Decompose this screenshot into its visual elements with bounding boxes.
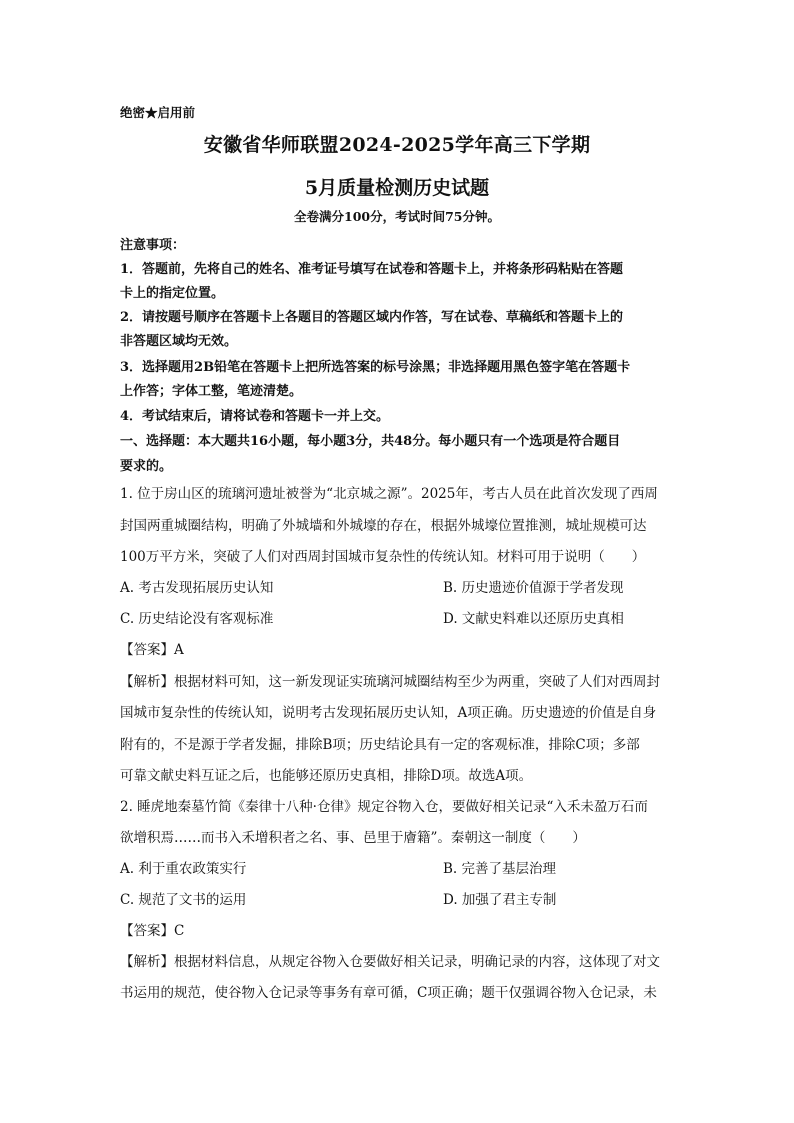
q1-analysis-line: 附有的，不是源于学者发掘，排除B项；历史结论具有一定的客观标准，排除C项；多部 (120, 737, 640, 753)
q1-option-c: C. 历史结论没有客观标准 (120, 611, 274, 627)
notes-line: 非答题区域均无效。 (120, 334, 238, 349)
notes-line: 卡上的指定位置。 (120, 286, 225, 301)
q1-option-d: D. 文献史料难以还原历史真相 (443, 611, 624, 627)
notes-line: 1．答题前，先将自己的姓名、准考证号填写在试卷和答题卡上，并将条形码粘贴在答题 (120, 262, 624, 277)
q2-analysis-line: 【解析】根据材料信息，从规定谷物入仓要做好相关记录，明确记录的内容，这体现了对文 (120, 954, 660, 970)
q1-stem-line: 封国两重城圈结构，明确了外城墙和外城壕的存在，根据外城壕位置推测，城址规模可达 (120, 518, 647, 534)
q2-stem-line: 2. 睡虎地秦墓竹简《秦律十八种·仓律》规定谷物入仓，要做好相关记录“入禾未盈万石而 (120, 799, 648, 815)
notes-line: 2．请按题号顺序在答题卡上各题目的答题区域内作答，写在试卷、草稿纸和答题卡上的 (120, 310, 624, 325)
q1-stem-line: 100万平方米，突破了人们对西周封国城市复杂性的传统认知。材料可用于说明（ ） (120, 549, 646, 565)
q2-option-a: A. 利于重农政策实行 (120, 861, 247, 877)
notes-line: 3．选择题用2B铅笔在答题卡上把所选答案的标号涂黑；非选择题用黑色签字笔在答题卡 (120, 360, 631, 375)
q2-answer: 【答案】C (120, 923, 185, 939)
exam-title-line1: 安徽省华师联盟2024-2025学年高三下学期 (203, 134, 591, 156)
q1-answer: 【答案】A (120, 642, 184, 658)
notes-heading: 注意事项： (120, 238, 186, 253)
q2-analysis-line: 书运用的规范，使谷物入仓记录等事务有章可循，C项正确；题干仅强调谷物入仓记录，未 (120, 985, 657, 1001)
notes-line: 4．考试结束后，请将试卷和答题卡一并上交。 (120, 409, 390, 424)
q2-option-b: B. 完善了基层治理 (443, 861, 557, 877)
q2-stem-line: 欲增积焉……而书入禾增积者之名、事、邑里于廥籍”。秦朝这一制度（ ） (120, 830, 586, 846)
q2-option-c: C. 规范了文书的运用 (120, 892, 247, 908)
section-heading-line2: 要求的。 (120, 459, 173, 474)
q1-analysis-line: 可靠文献史料互证之后，也能够还原历史真相，排除D项。故选A项。 (120, 768, 533, 784)
notes-line: 上作答；字体工整，笔迹清楚。 (120, 384, 303, 399)
q1-option-a: A. 考古发现拓展历史认知 (120, 580, 274, 596)
q2-option-d: D. 加强了君主专制 (443, 892, 557, 908)
q1-stem-line: 1. 位于房山区的琉璃河遗址被誉为“北京城之源”。2025年，考古人员在此首次发现了西周 (120, 486, 658, 502)
secret-mark: 绝密★启用前 (120, 105, 196, 120)
q1-analysis-line: 【解析】根据材料可知，这一新发现证实琉璃河城圈结构至少为两重，突破了人们对西周封 (120, 674, 660, 690)
q1-analysis-line: 国城市复杂性的传统认知，说明考古发现拓展历史认知，A项正确。历史遗迹的价值是自身 (120, 705, 657, 721)
q1-option-b: B. 历史遗迹价值源于学者发现 (443, 580, 624, 596)
exam-subtitle: 全卷满分100分，考试时间75分钟。 (294, 209, 500, 224)
section-heading-line1: 一、选择题：本大题共16小题，每小题3分，共48分。每小题只有一个选项是符合题目 (120, 434, 621, 449)
exam-title-line2: 5月质量检测历史试题 (304, 177, 490, 199)
